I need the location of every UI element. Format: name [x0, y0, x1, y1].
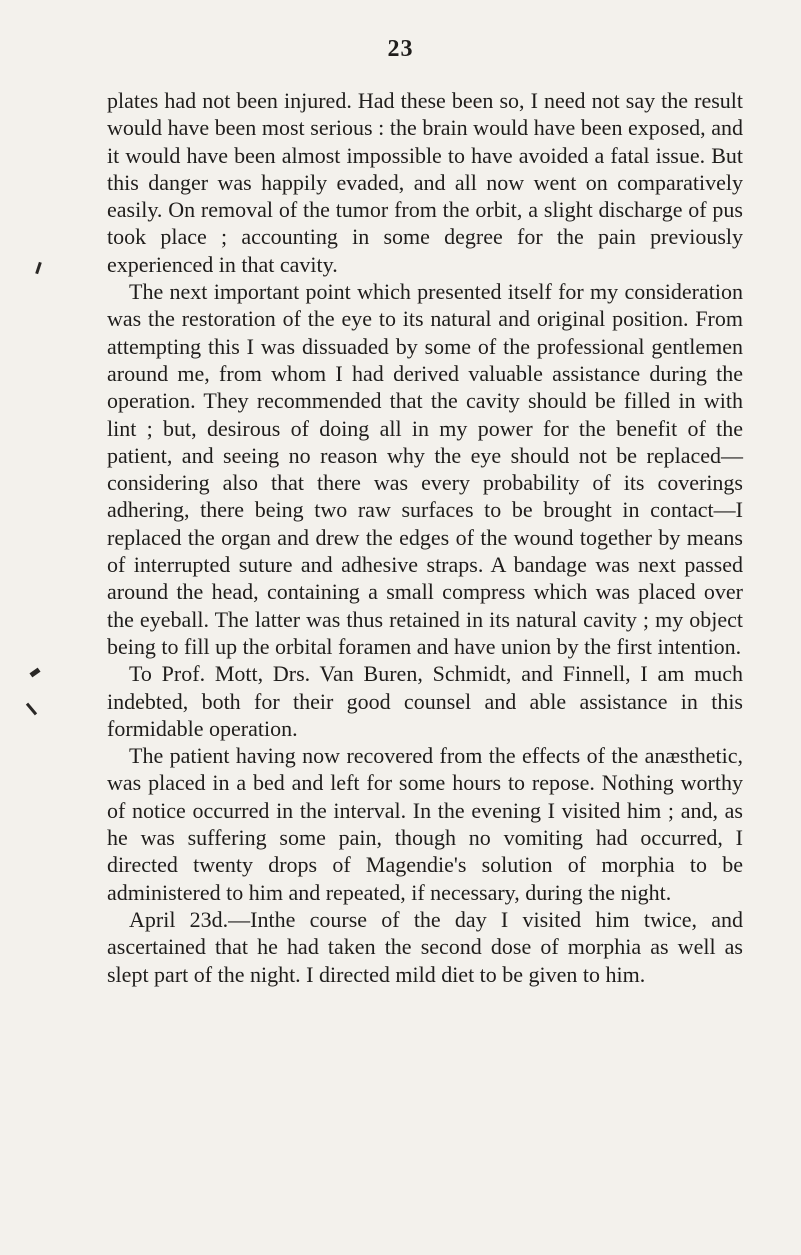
- paragraph: To Prof. Mott, Drs. Van Buren, Schmidt, and Finnell, I am much indebted, both for their good counsel and able assistance in this formidable operation.: [107, 661, 743, 741]
- page-number: 23: [387, 36, 414, 62]
- body-text: [107, 87, 743, 988]
- paragraph: April 23d.—Inthe course of the day I visited him twice, and ascertained that he had taken the second dose of morphia as well as slept part of the night. I directed mild diet to be given to him.: [107, 906, 743, 987]
- margin-mark: [35, 262, 42, 274]
- margin-mark: [29, 668, 40, 678]
- paragraph: The patient having now recovered from the effects of the anæsthetic, was placed in a bed and left for some hours to repose. Nothing worthy of notice occurred in the interval. In the evening I visited him ; and, as he was suffering some pain, though no vomiting had occurred, I directed twenty drops of Magendie's solution of morphia to be administered to him and repeated, if necessary, during the night.: [107, 743, 743, 905]
- paragraph: plates had not been injured. Had these been so, I need not say the result would have been most serious : the brain would have been exposed, and it would have been almost impossible to have avoided a fatal issue. But this danger was happily evaded, and all now went on comparatively easily. On removal of the tumor from the orbit, a slight discharge of pus took place ; accounting in some degree for the pain previously experienced in that cavity.: [107, 88, 743, 277]
- paragraph: The next important point which presented itself for my consideration was the restoration of the eye to its natural and original position. From attempting this I was dissuaded by some of the professional gentlemen around me, from whom I had derived valuable assistance during the operation. They recommended that the cavity should be filled in with lint ; but, desirous of doing all in my power for the benefit of the patient, and seeing no reason why the eye should not be replaced—considering also that there was every probability of its coverings adhering, there being two raw surfaces to be brought in contact—I replaced the organ and drew the edges of the wound together by means of interrupted suture and adhesive straps. A bandage was next passed around the head, containing a small compress which was placed over the eyeball. The latter was thus retained in its natural cavity ; my object being to fill up the orbital foramen and have union by the first intention.: [107, 279, 743, 659]
- margin-mark: [26, 703, 37, 716]
